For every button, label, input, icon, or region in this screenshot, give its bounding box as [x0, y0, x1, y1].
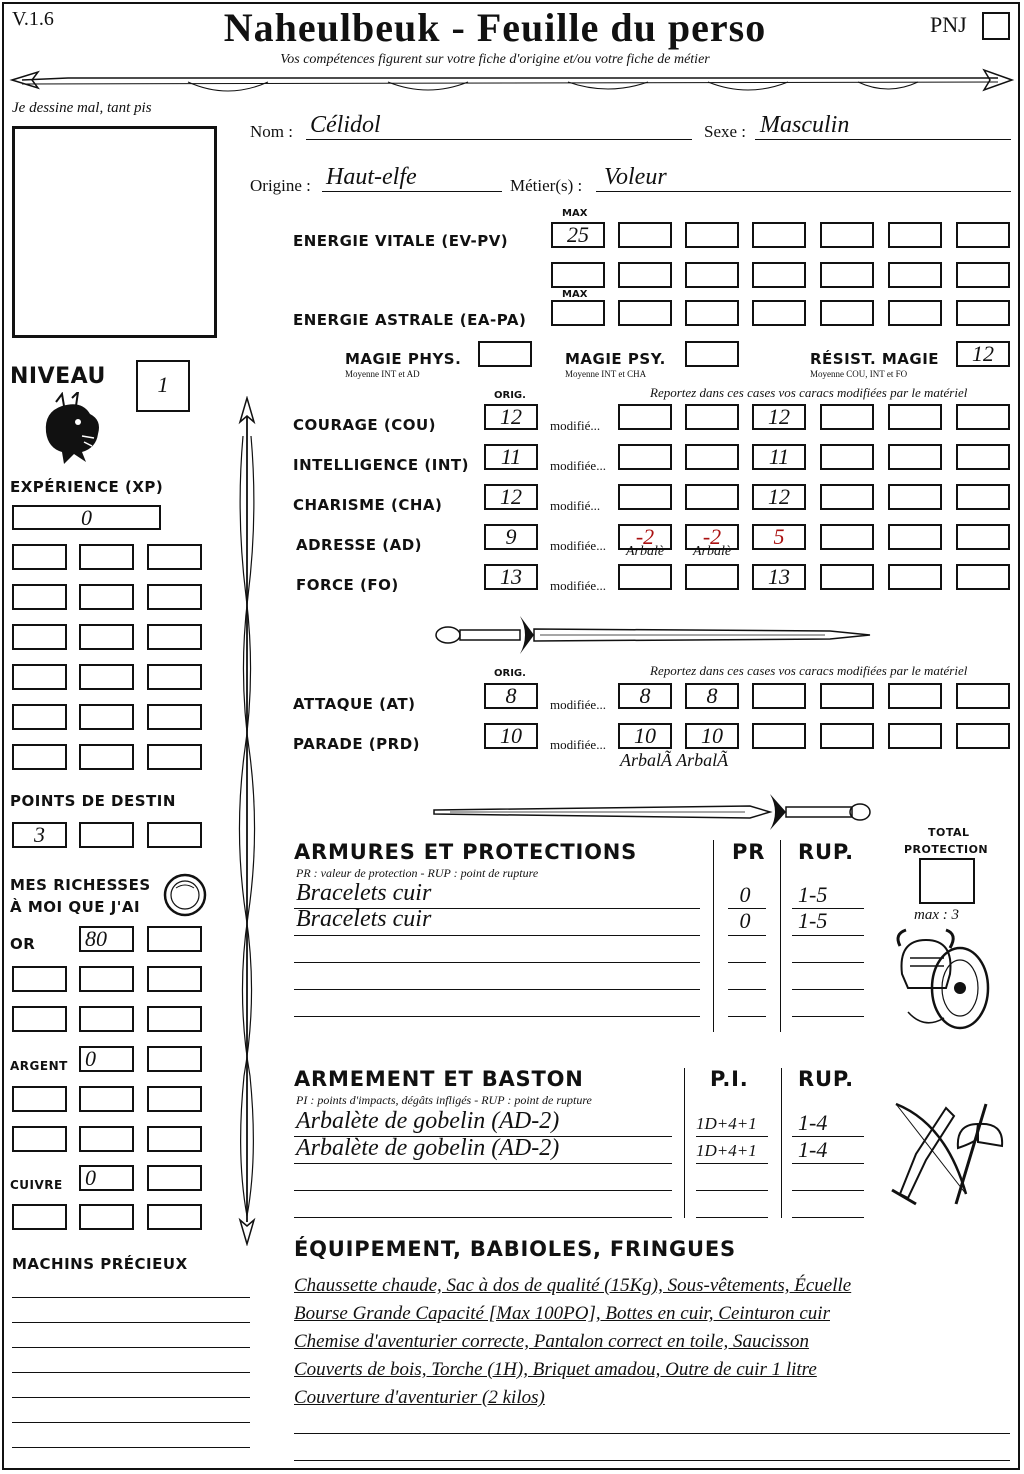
sexe-label: Sexe :: [704, 122, 747, 141]
ev-box[interactable]: [685, 222, 739, 248]
ev-box[interactable]: [820, 222, 874, 248]
equipment-line[interactable]: Couverts de bois, Torche (1H), Briquet amadou, Outre de cuir 1 litre: [294, 1359, 817, 1380]
combat-label: ATTAQUE (AT): [293, 695, 416, 713]
helmet-shield-icon: [888, 926, 1000, 1038]
combat-mod-box[interactable]: [956, 723, 1010, 749]
modifie-label: modifié...: [550, 418, 601, 433]
combat-mod-box[interactable]: [752, 723, 806, 749]
carac-mod-box[interactable]: 13: [752, 564, 806, 590]
armor-pr[interactable]: 0: [739, 908, 751, 933]
or-label: OR: [10, 935, 36, 953]
destin-box[interactable]: [79, 822, 134, 848]
weapons-sub: PI : points d'impacts, dégâts infligés - RUP : point de rupture: [296, 1093, 592, 1107]
argent-box[interactable]: [79, 1126, 134, 1152]
xp-track-box[interactable]: [79, 544, 134, 570]
destin-box[interactable]: 3: [12, 822, 67, 848]
magie-psy-label: MAGIE PSY.: [565, 350, 666, 368]
weapons-col-pi: P.I.: [710, 1067, 749, 1091]
ev-box[interactable]: [618, 222, 672, 248]
carac-mod-box[interactable]: [888, 404, 942, 430]
resist-magie-label: RÉSIST. MAGIE: [810, 350, 940, 368]
modifie-label: modifiée...: [550, 578, 606, 593]
xp-track-box[interactable]: [12, 744, 67, 770]
or-box[interactable]: [147, 966, 202, 992]
weapon-item[interactable]: Arbalète de gobelin (AD-2): [296, 1108, 560, 1134]
combat-orig-box[interactable]: 10: [484, 723, 538, 749]
equipment-line[interactable]: Chemise d'aventurier correcte, Pantalon correct en toile, Saucisson: [294, 1331, 810, 1352]
ev-box[interactable]: [752, 222, 806, 248]
ea-box[interactable]: [956, 300, 1010, 326]
combat-mod-box[interactable]: [752, 683, 806, 709]
weapon-rup[interactable]: 1-4: [798, 1137, 828, 1162]
ev-label: ENERGIE VITALE (EV-PV): [293, 232, 509, 250]
ea-label: ENERGIE ASTRALE (EA-PA): [293, 311, 527, 329]
xp-track-box[interactable]: [79, 664, 134, 690]
ev-box[interactable]: [956, 222, 1010, 248]
carac-mod-box[interactable]: [956, 564, 1010, 590]
weapons-title: ARMEMENT ET BASTON: [294, 1067, 584, 1091]
portrait-caption: Je dessine mal, tant pis: [12, 100, 152, 116]
ev-box[interactable]: [956, 262, 1010, 288]
combat-label: PARADE (PRD): [293, 735, 421, 753]
armor-rup[interactable]: 1-5: [798, 908, 828, 933]
carac-orig-box[interactable]: 12: [484, 484, 538, 510]
metier-value[interactable]: Voleur: [604, 164, 667, 190]
cuivre-box[interactable]: [79, 1204, 134, 1230]
total-protection-box[interactable]: [919, 858, 975, 904]
modifie-label: modifié...: [550, 498, 601, 513]
xp-box[interactable]: 0: [12, 505, 161, 530]
carac-mod-box[interactable]: [685, 404, 739, 430]
precieux-line[interactable]: [12, 1397, 250, 1398]
pnj-checkbox[interactable]: [982, 12, 1010, 40]
argent-box[interactable]: [147, 1046, 202, 1072]
combat-mod-box[interactable]: 10: [685, 723, 739, 749]
xp-track-box[interactable]: [147, 704, 202, 730]
combat-mod-box[interactable]: [888, 683, 942, 709]
argent-label: ARGENT: [10, 1059, 68, 1073]
carac-mod-box[interactable]: 12: [752, 404, 806, 430]
carac-mod-box[interactable]: [618, 564, 672, 590]
xp-track-box[interactable]: [147, 744, 202, 770]
resist-magie-box[interactable]: 12: [956, 341, 1010, 367]
xp-track-box[interactable]: [12, 584, 67, 610]
carac-mod-box[interactable]: 5: [752, 524, 806, 550]
destin-label: POINTS DE DESTIN: [10, 792, 176, 810]
magie-psy-box[interactable]: [685, 341, 739, 367]
spear-icon: [232, 396, 262, 1246]
argent-box[interactable]: [147, 1086, 202, 1112]
carac-mod-box[interactable]: [618, 484, 672, 510]
carac-note: Reportez dans ces cases vos caracs modifiées par le matériel: [650, 385, 968, 400]
equipment-title: ÉQUIPEMENT, BABIOLES, FRINGUES: [294, 1237, 736, 1261]
orig-label: ORIG.: [494, 390, 526, 401]
equipment-line[interactable]: Bourse Grande Capacité [Max 100PO], Bottes en cuir, Ceinturon cuir: [294, 1303, 830, 1324]
carac-label: INTELLIGENCE (INT): [293, 456, 469, 474]
or-box[interactable]: [12, 966, 67, 992]
precieux-line[interactable]: [12, 1372, 250, 1373]
combat-mod-box[interactable]: [820, 723, 874, 749]
equipment-line[interactable]: Chaussette chaude, Sac à dos de qualité (15Kg), Sous-vêtements, Écuelle: [294, 1275, 852, 1296]
destin-box[interactable]: [147, 822, 202, 848]
sword-icon: [430, 610, 872, 660]
carac-orig-box[interactable]: 11: [484, 444, 538, 470]
xp-track-box[interactable]: [12, 624, 67, 650]
modifie-label: modifiée...: [550, 458, 606, 473]
carac-orig-box[interactable]: 9: [484, 524, 538, 550]
carac-mod-note: Arbalè: [625, 544, 665, 559]
pnj-label: PNJ: [930, 12, 967, 37]
combat-notes: ArbalÃ ArbalÃ: [620, 750, 729, 770]
machins-precieux-label: MACHINS PRÉCIEUX: [12, 1255, 188, 1273]
carac-mod-box[interactable]: 11: [752, 444, 806, 470]
ea-max-box[interactable]: [551, 300, 605, 326]
ea-box[interactable]: [618, 300, 672, 326]
xp-track-box[interactable]: [12, 544, 67, 570]
ev-max-label: MAX: [562, 208, 588, 219]
xp-track-box[interactable]: [79, 744, 134, 770]
precieux-line[interactable]: [12, 1297, 250, 1298]
magie-phys-box[interactable]: [478, 341, 532, 367]
magie-psy-sub: Moyenne INT et CHA: [565, 369, 647, 379]
xp-track-box[interactable]: [79, 624, 134, 650]
metier-label: Métier(s) :: [510, 176, 583, 195]
armor-col-rup: RUP.: [798, 840, 854, 864]
combat-mod-box[interactable]: 10: [618, 723, 672, 749]
argent-box[interactable]: [12, 1126, 67, 1152]
coin-icon: [162, 872, 208, 918]
carac-mod-box[interactable]: [956, 484, 1010, 510]
combat-mod-box[interactable]: [820, 683, 874, 709]
combat-orig-label: ORIG.: [494, 668, 526, 679]
weapon-rup[interactable]: 1-4: [798, 1110, 828, 1135]
weapon-pi[interactable]: 1D+4+1: [696, 1141, 757, 1160]
spear-icon: [8, 66, 1016, 100]
precieux-line[interactable]: [12, 1347, 250, 1348]
ea-box[interactable]: [820, 300, 874, 326]
richesses-label-2: À MOI QUE J'AI: [10, 898, 141, 916]
carac-mod-box[interactable]: [685, 564, 739, 590]
ev-box[interactable]: [888, 262, 942, 288]
page-title: Naheulbeuk - Feuille du perso: [223, 5, 767, 50]
modifie-label: modifiée...: [550, 538, 606, 553]
origine-value[interactable]: Haut-elfe: [326, 164, 417, 190]
cuivre-box[interactable]: [147, 1204, 202, 1230]
precieux-line[interactable]: [12, 1422, 250, 1423]
carac-mod-note: Arbalè: [692, 544, 732, 559]
or-box[interactable]: [147, 1006, 202, 1032]
cuivre-box[interactable]: [147, 1165, 202, 1191]
argent-box[interactable]: [79, 1086, 134, 1112]
carac-label: CHARISME (CHA): [293, 496, 443, 514]
armor-rup[interactable]: 1-5: [798, 882, 828, 907]
carac-mod-box[interactable]: [956, 404, 1010, 430]
carac-mod-box[interactable]: -2: [685, 524, 739, 550]
weapon-item[interactable]: Arbalète de gobelin (AD-2): [296, 1135, 560, 1161]
page-subtitle: Vos compétences figurent sur votre fiche d'origine et/ou votre fiche de métier: [280, 52, 710, 67]
carac-mod-box[interactable]: [685, 444, 739, 470]
precieux-line[interactable]: [12, 1322, 250, 1323]
portrait-box[interactable]: [12, 126, 217, 338]
dragon-icon: [38, 392, 106, 466]
carac-mod-box[interactable]: 12: [752, 484, 806, 510]
armor-title: ARMURES ET PROTECTIONS: [294, 840, 638, 864]
carac-mod-box[interactable]: [618, 444, 672, 470]
combat-mod-box[interactable]: [888, 723, 942, 749]
armor-col-pr: PR: [732, 840, 766, 864]
niveau-box[interactable]: 1: [136, 360, 190, 412]
sword-icon: [430, 790, 872, 834]
origine-label: Origine :: [250, 176, 311, 195]
equipment-line[interactable]: Couverture d'aventurier (2 kilos): [294, 1387, 545, 1408]
carac-mod-box[interactable]: [618, 404, 672, 430]
or-box[interactable]: [79, 966, 134, 992]
weapons-icon: [886, 1094, 1010, 1218]
carac-mod-box[interactable]: [820, 564, 874, 590]
ev-box[interactable]: [551, 262, 605, 288]
cuivre-box[interactable]: [12, 1204, 67, 1230]
combat-orig-box[interactable]: 8: [484, 683, 538, 709]
cuivre-box[interactable]: 0: [79, 1165, 134, 1191]
carac-mod-box[interactable]: [820, 444, 874, 470]
carac-orig-box[interactable]: 12: [484, 404, 538, 430]
ea-box[interactable]: [752, 300, 806, 326]
niveau-label: NIVEAU: [10, 364, 106, 389]
carac-mod-box[interactable]: -2: [618, 524, 672, 550]
carac-label: COURAGE (COU): [293, 416, 437, 434]
or-box[interactable]: [79, 1006, 134, 1032]
nom-value[interactable]: Célidol: [310, 112, 381, 138]
magie-phys-label: MAGIE PHYS.: [345, 350, 462, 368]
precieux-line[interactable]: [12, 1447, 250, 1448]
argent-box[interactable]: [147, 1126, 202, 1152]
ev-box[interactable]: [685, 262, 739, 288]
equipment-line[interactable]: [294, 1460, 1010, 1461]
carac-mod-box[interactable]: [820, 404, 874, 430]
carac-mod-box[interactable]: [888, 564, 942, 590]
ev-box[interactable]: [752, 262, 806, 288]
ea-box[interactable]: [685, 300, 739, 326]
weapons-col-rup: RUP.: [798, 1067, 854, 1091]
armor-item[interactable]: Bracelets cuir: [296, 906, 432, 932]
xp-track-box[interactable]: [147, 664, 202, 690]
combat-mod-box[interactable]: 8: [685, 683, 739, 709]
resist-magie-sub: Moyenne COU, INT et FO: [810, 369, 908, 379]
ev-box[interactable]: [618, 262, 672, 288]
modifie-label: modifiée...: [550, 737, 606, 752]
total-protection-label-2: PROTECTION: [904, 843, 989, 856]
combat-note: Reportez dans ces cases vos caracs modifiées par le matériel: [650, 663, 968, 678]
xp-track-box[interactable]: [79, 704, 134, 730]
xp-track-box[interactable]: [147, 544, 202, 570]
cuivre-label: CUIVRE: [10, 1178, 63, 1192]
xp-track-box[interactable]: [12, 704, 67, 730]
sexe-value[interactable]: Masculin: [760, 112, 850, 138]
weapon-pi[interactable]: 1D+4+1: [696, 1114, 757, 1133]
magie-phys-sub: Moyenne INT et AD: [345, 369, 420, 379]
combat-mod-box[interactable]: [956, 683, 1010, 709]
xp-track-box[interactable]: [12, 664, 67, 690]
ea-box[interactable]: [888, 300, 942, 326]
version-label: V.1.6: [12, 8, 54, 30]
richesses-label-1: MES RICHESSES: [10, 876, 151, 894]
total-protection-label-1: TOTAL: [928, 826, 970, 839]
carac-mod-box[interactable]: [685, 484, 739, 510]
xp-track-box[interactable]: [79, 584, 134, 610]
carac-mod-box[interactable]: [956, 444, 1010, 470]
xp-label: EXPÉRIENCE (XP): [10, 478, 164, 496]
carac-label: ADRESSE (AD): [296, 536, 423, 554]
armor-item[interactable]: Bracelets cuir: [296, 880, 432, 906]
ev-box[interactable]: [820, 262, 874, 288]
carac-label: FORCE (FO): [296, 576, 399, 594]
carac-mod-box[interactable]: [888, 524, 942, 550]
argent-box[interactable]: [12, 1086, 67, 1112]
nom-label: Nom :: [250, 122, 293, 141]
equipment-line[interactable]: [294, 1433, 1010, 1434]
carac-mod-box[interactable]: [820, 484, 874, 510]
carac-mod-box[interactable]: [820, 524, 874, 550]
argent-box[interactable]: 0: [79, 1046, 134, 1072]
modifie-label: modifiée...: [550, 697, 606, 712]
armor-sub: PR : valeur de protection - RUP : point de rupture: [296, 866, 539, 880]
ev-max-box[interactable]: 25: [551, 222, 605, 248]
carac-orig-box[interactable]: 13: [484, 564, 538, 590]
or-box[interactable]: [147, 926, 202, 952]
carac-mod-box[interactable]: [956, 524, 1010, 550]
ea-max-label: MAX: [562, 289, 588, 300]
xp-track-box[interactable]: [147, 584, 202, 610]
armor-pr[interactable]: 0: [739, 882, 751, 907]
or-box[interactable]: [12, 1006, 67, 1032]
carac-mod-box[interactable]: [888, 484, 942, 510]
combat-mod-box[interactable]: 8: [618, 683, 672, 709]
total-protection-max: max : 3: [914, 907, 959, 923]
ev-box[interactable]: [888, 222, 942, 248]
carac-mod-box[interactable]: [888, 444, 942, 470]
or-box[interactable]: 80: [79, 926, 134, 952]
xp-track-box[interactable]: [147, 624, 202, 650]
